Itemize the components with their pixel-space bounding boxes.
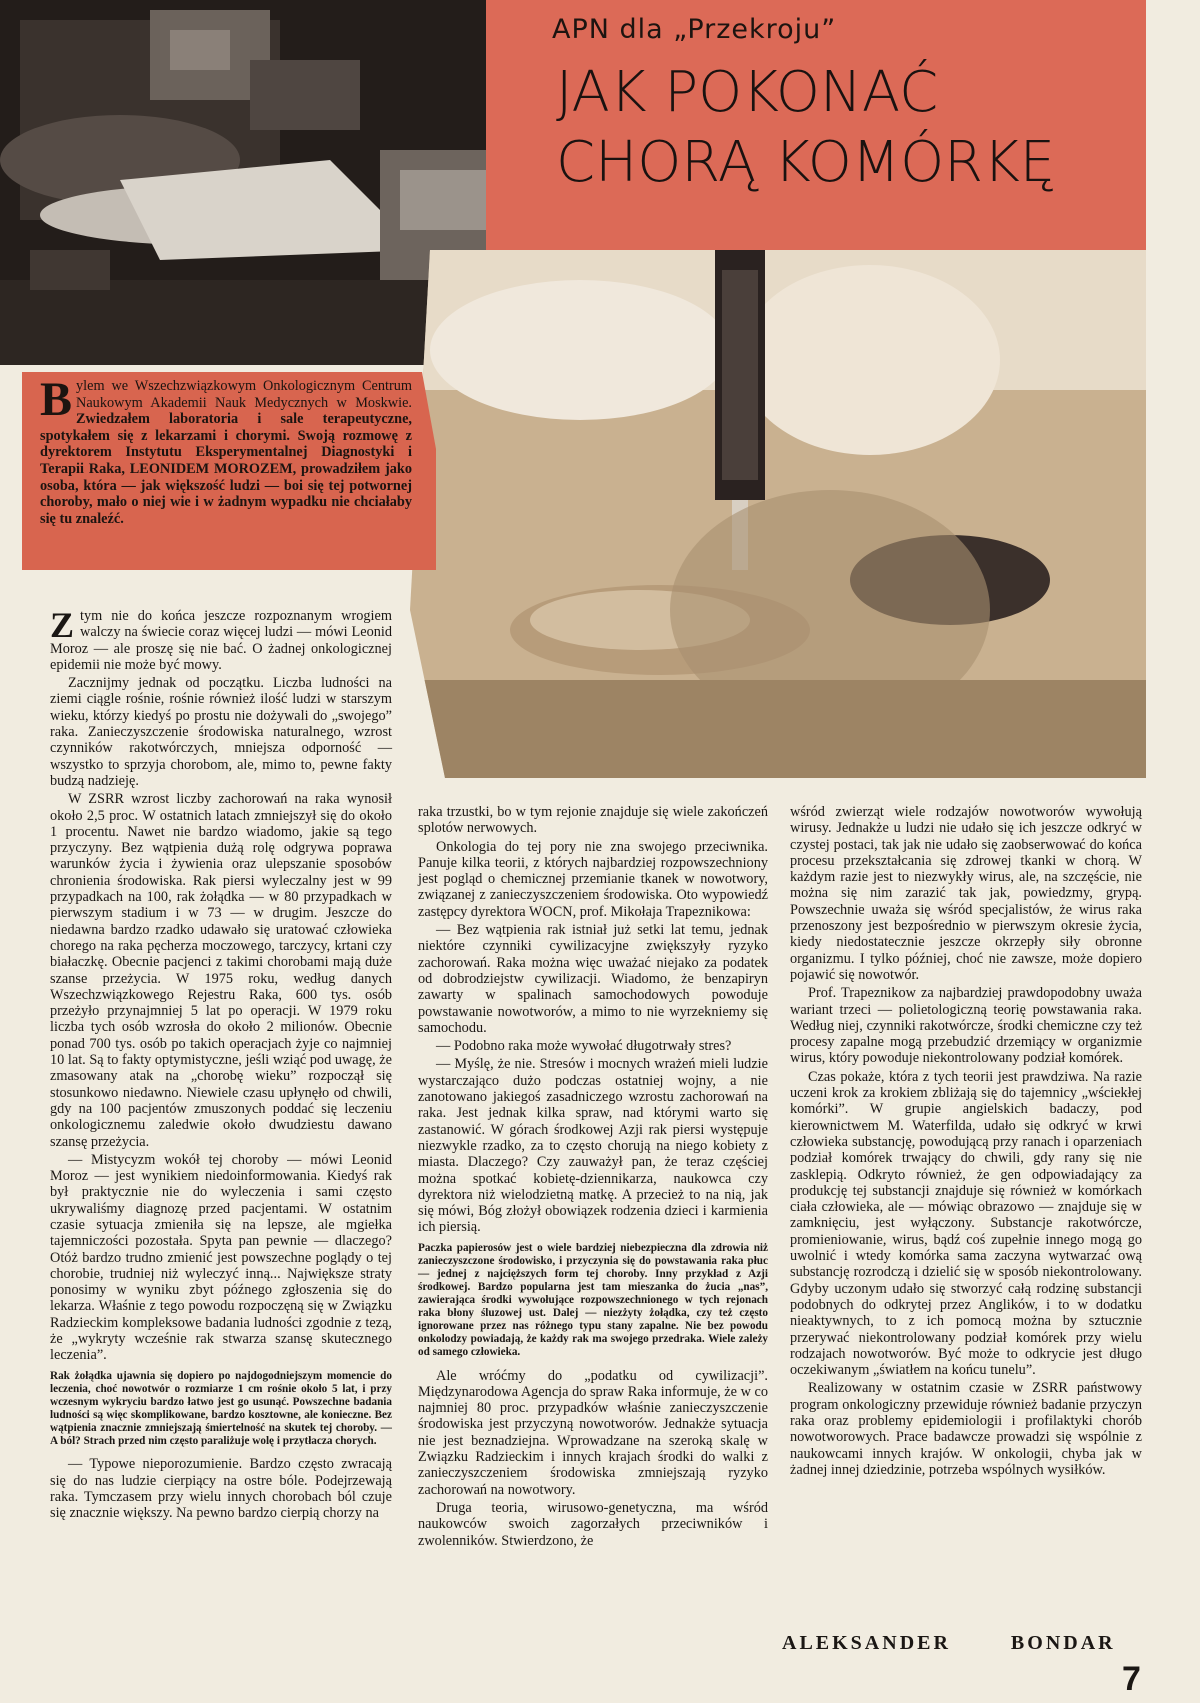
kicker: APN dla „Przekroju” <box>552 14 837 45</box>
column-3 <box>790 804 1142 1480</box>
title-line-1: JAK POKONAĆ <box>556 60 939 125</box>
author-last-name: BONDAR <box>1010 1632 1116 1654</box>
col1-para: Zacznijmy jednak od początku. Liczba ludności na ziemi ciągle rośnie, rośnie również ilość ludzi w starszym wieku, którzy kiedyś po prostu nie dożywali do „swojego” raka. Zanieczyszczenie środowiska naturalnego, wzrost czynników rakotwórczych, mniejsza odporność — wszystko to sprzyja chorobom, ale, mimo to, pewne fakty budzą nadzieję. <box>50 675 392 789</box>
page-number: 7 <box>1122 1660 1141 1698</box>
col1-drop-cap: Z <box>50 605 75 645</box>
intro-bold: Zwiedzałem laboratoria i sale terapeutyczne, spotykałem się z lekarzami i chorymi. Swoją rozmowę z dyrektorem Instytutu Eksperymentalnej Diagnostyki i Terapii Raka, LEONIDEM MOROZEM, prowadziłem jako osoba, która — jak większość ludzi — boi się tej potwornej choroby, mało o niej wie i w żadnym wypadku nie chciałaby się tu znaleźć. <box>40 411 412 527</box>
column-1 <box>50 605 392 1523</box>
intro-drop-cap: B <box>40 373 73 426</box>
col2-para: — Myślę, że nie. Stresów i mocnych wrażeń mieli ludzie wystarczająco dużo podczas ostatniej wojny, a nie zanotowano jakiegoś zasadniczego wzrostu zachorowań na raka. Jest jednak kilka spraw, nad którymi warto się zastanowić. W górach środkowej Azji rak piersi występuje niezwykle rzadko, za to często chorują na niego kobiety z miasta. Dlaczego? Czy zauważył pan, że teraz częściej można spotkać kobietę-dziennikarza, naukowca czy dyrektora niż wielodzietną matkę. A przecież to na nią, jak się mówi, Bóg złożył obowiązek rodzenia dzieci i karmienia ich piersią. <box>418 1056 768 1236</box>
col3-para: wśród zwierząt wiele rodzajów nowotworów wywołują wirusy. Jednakże u ludzi nie udało się ich jeszcze odkryć w czystej postaci, tak jak nie udało się zaobserwować do końca procesu przekształcania się zdrowej tkanki w chorą. W każdym razie jest to niezwykły wirus, ale, na szczęście, nie można się nim zarazić tak jak, powiedzmy, grypą. Powszechnie uważa się wśród specjalistów, że wirus raka przenoszony jest bezpośrednio w pierwszym okresie życia, kiedy niedostatecznie jeszcze okrzepły siły obronne organizmu. I tylko później, choć nie zawsze, może dopiero pojawić się nowotwór. <box>790 804 1142 983</box>
pipette-hands-photo <box>410 250 1146 778</box>
intro-normal: ylem we Wszechzwiązkowym Onkologicznym Centrum Naukowym Akademii Nauk Medycznych w Moskwie. <box>76 378 412 411</box>
col3-para: Czas pokaże, która z tych teorii jest prawdziwa. Na razie uczeni krok za krokiem zbliżają się do tajemnicy „wściekłej komórki”. W grupie angielskich badaczy, pod kierownictwem M. Waterfilda, udało się odkryć w krwi człowieka substancję, powodującą przy ranach i oparzeniach podział komórek trwający do chwili, gdy rany się nie zasklepią. Odkryto również, że gen odpowiadający za produkcję tej substancji znajduje się również w komórkach ciała człowieka, ale — mówiąc obrazowo — znajduje się w zamknięciu, jest wyłączony. Substancje rakotwórcze, promieniowanie, wirus, bądź coś zupełnie innego mogą go uwolnić i wtedy komórka sama zaczyna wytwarzać ową substancję rozrodczą i dzielić się w sposób niekontrolowany. Gdyby uczonym udało się stworzyć całą rodzinę substancji podobnych do odkrytej przez Anglików, i to w dodatku nieaktywnych, to z ich pomocą można by sztucznie przerywać niekontrolowany podział komórek przy wielu rodzajach nowotworów. Być może to odkrycie jest długo oczekiwanym „światłem na końcu tunelu”. <box>790 1068 1142 1379</box>
col1-note: Rak żołądka ujawnia się dopiero po najdogodniejszym momencie do leczenia, choć nowotwór o rozmiarze 1 cm rośnie około 5 lat, i przy wczesnym wykryciu bardzo łatwo jest go usunąć. Powszechne badania ludności są więc skomplikowane, bardzo kosztowne, ale konieczne. Bez wątpienia znacznie zmniejszają śmiertelność na skutek tej choroby. — A ból? Strach przed nim często paraliżuje wolę i przytłacza chorych. <box>50 1369 392 1448</box>
col1-p1-text: tym nie do końca jeszcze rozpoznanym wrogiem walczy na świecie coraz więcej ludzi — mówi Leonid Moroz — ale proszę się nie bać. O żadnej onkologicznej epidemii nie może być mowy. <box>50 608 392 673</box>
col1-para: — Mistycyzm wokół tej choroby — mówi Leonid Moroz — jest wynikiem niedoinformowania. Kiedyś rak był praktycznie nie do wyleczenia i sami często ukrywaliśmy diagnozę przed pacjentami. W ostatnim czasie sytuacja zmieniła się na lepsze, ale mgiełka tajemniczości pozostała. Spyta pan pewnie — dlaczego? Otóż bardzo trudno zmienić jest powszechne poglądy o tej chorobie, trudniej niż wyleczyć inną... Największe straty ponosimy w wyniku zbyt późnego zgłoszenia się do lekarza. Właśnie z tego powodu rozpoczęną się w Związku Radzieckim kompleksowe badania ludności zgodnie z tezą, że „wykryty wcześnie rak stwarza szansę skutecznego leczenia”. <box>50 1151 392 1364</box>
col2-para: raka trzustki, bo w tym rejonie znajduje się wiele zakończeń splotów nerwowych. <box>418 804 768 837</box>
col1-para <box>50 605 392 673</box>
col1-para: — Typowe nieporozumienie. Bardzo często zwracają się do nas ludzie cierpiący na ostre bóle. Podejrzewają raka. Tymczasem przy wielu innych chorobach ból czuje się znacznie większy. Na pewno bardzo cierpią chorzy na <box>50 1456 392 1522</box>
col1-para: W ZSRR wzrost liczby zachorowań na raka wynosił około 2,5 proc. W ostatnich latach zmniejszył się do około 1 procentu. Nawet nie bardzo wiadomo, jakie są tego przyczyny. Bez wątpienia dużą rolę odgrywa poprawa warunków życia i żywienia oraz ulepszanie sposobów chronienia środowiska. Rak piersi wyleczalny jest w 99 przypadkach na 100, rak żołądka — w 80 przypadkach w pierwszym stadium i w 73 — w drugim. Jeszcze do niedawna bardzo rzadko udawało się uratować człowieka chorego na raka pęcherza moczowego, tarczycy, krtani czy białaczkę. Obecnie pacjenci z takimi chorobami mają duże szanse przeżycia. W 1975 roku, według danych Wszechzwiązkowego Rejestru Raka, 600 tys. osób przeżyło przynajmniej 5 lat po operacji. W 1979 roku liczba tych osób wzrosła do około 2 milionów. Obecnie ponad 700 tys. osób po takich operacjach żyje co najmniej 10 lat. Są to fakty optymistyczne, jeśli wziąć pod uwagę, że zmasowany atak na „chorobę wieku” rozpoczął się stosunkowo niedawno. Niewiele czasu upłynęło od chwili, gdy na 100 pacjentów zmuszonych poddać się leczeniu onkologicznemu zaledwie około dwudziestu dawano szansę przeżycia. <box>50 791 392 1150</box>
col2-para: Onkologia do tej pory nie zna swojego przeciwnika. Panuje kilka teorii, z których najbardziej rozpowszechniony jest pogląd o chemicznej przemianie tkanek w nowotwory, związanej z zanieczyszczeniem środowiska. Oto wypowiedź zastępcy dyrektora WOCN, prof. Mikołaja Trapeznikowa: <box>418 838 768 920</box>
col2-note: Paczka papierosów jest o wiele bardziej niebezpieczna dla zdrowia niż zanieczyszczone środowisko, i przyczynia się do powstawania raka płuc — jednej z najcięższych form tej choroby. Inny przykład z Azji środkowej. Bardzo popularna jest tam mieszanka do żucia „nas”, zawierająca środki wywołujące rozpowszechnionego w tych rejonach raka błony śluzowej ust. Dalej — niezżyty żołądka, czy też często ignorowane przez nas różnego typu stany zapalne. Nie bez powodu onkolodzy powiadają, że każdy rak ma swojego przedrakа. Wiele zależy od samego człowieka. <box>418 1241 768 1359</box>
col2-para: — Bez wątpienia rak istniał już setki lat temu, jednak niektóre czynniki cywilizacyjne zwiększyły ryzyko zachorowań. Raka można więc uważać niejako za podatek od dobrodziejstw cywilizacji. Wiadomo, że benzapiryn zawarty w spalinach samochodowych powoduje powstawanie nowotworów, a mimo to nie wyrzekniemy się samochodu. <box>418 922 768 1036</box>
article-title <box>556 58 1146 198</box>
col2-para: Ale wróćmy do „podatku od cywilizacji”. Międzynarodowa Agencja do spraw Raka informuje, że w co najmniej 80 proc. przypadków właśnie zanieczyszczenie środowiska jest przyczyną nowotworów. Jednakże sytuacja nie jest beznadziejna. Wprowadzane na szeroką skalę w Związku Radzieckim i innych krajach środki do walki z zanieczyszczeniem środowiska zmniejszają ryzyko zachorowań na nowotwory. <box>418 1367 768 1498</box>
col3-para: Realizowany w ostatnim czasie w ZSRR państwowy program onkologiczny przewiduje również badanie przyczyn raka oraz problemy epidemiologii i profilaktyki chorób nowotworowych. Prace badawcze prowadzi się wspólnie z naukowcami innych krajów. W onkologii, chyba jak w żadnej innej dziedzinie, potrzeba wspólnych wysiłków. <box>790 1380 1142 1478</box>
author-signature <box>782 1632 1116 1655</box>
col2-para: — Podobno raka może wywołać długotrwały stres? <box>436 1038 732 1055</box>
intro-text <box>40 373 412 527</box>
title-line-2: CHORĄ KOMÓRKĘ <box>556 130 1056 195</box>
column-2 <box>418 804 768 1551</box>
col3-para: Prof. Trapeznikow za najbardziej prawdopodobny uważa wariant trzeci — polietologiczną teorię powstawania raka. Według niej, czynniki rakotwórcze, środki chemiczne czy też procesy zapalne mogą przebudzić drzemiący w organizmie wirus, który powoduje niekontrolowany podział komórek. <box>790 985 1142 1067</box>
author-first-name: ALEKSANDER <box>782 1632 951 1654</box>
col2-para: Druga teoria, wirusowo-genetyczna, ma wśród naukowców swoich zagorzałych przeciwników i zwolenników. Stwierdzono, że <box>418 1499 768 1549</box>
